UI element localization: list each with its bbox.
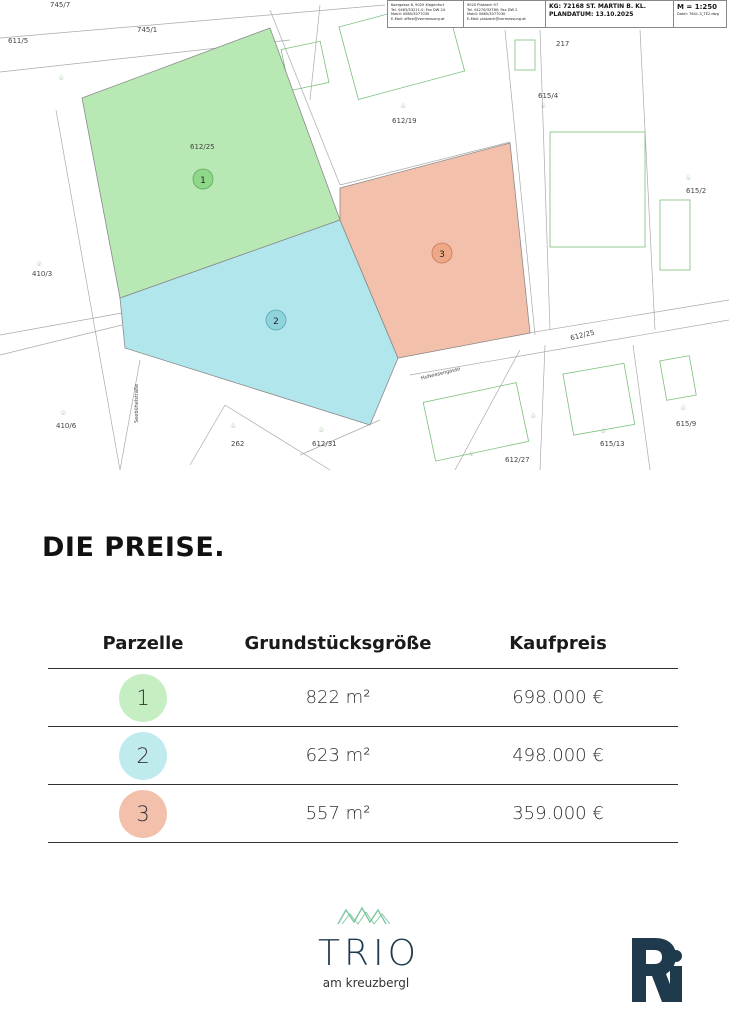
- table-row: [48, 727, 678, 785]
- logo-wordmark: TRIO: [318, 933, 420, 974]
- office1-line: E-Mail: office@vermessung.at: [391, 16, 445, 21]
- svg-text:612/25: 612/25: [190, 143, 215, 151]
- size-cell: 623 m²: [238, 727, 438, 785]
- office2-line: Mobil: 0680/3077030: [467, 12, 506, 17]
- parcel-badge: 3: [119, 790, 167, 838]
- logo-subtitle: am kreuzbergl: [322, 976, 410, 990]
- svg-text:♧: ♧: [685, 174, 692, 182]
- office1-line: Mobil: 0680/3077030: [391, 12, 430, 17]
- office2-line: E-Mail: platzach@vermessung.at: [467, 16, 526, 21]
- svg-text:612/25: 612/25: [569, 328, 596, 343]
- svg-text:♧: ♧: [680, 404, 687, 412]
- svg-text:♧: ♧: [400, 102, 407, 110]
- svg-text:♧: ♧: [540, 102, 547, 110]
- svg-text:2: 2: [273, 317, 279, 327]
- table-row: [48, 785, 678, 843]
- plan-title-block: [387, 0, 727, 28]
- svg-text:410/3: 410/3: [32, 270, 53, 278]
- size-cell: 557 m²: [238, 785, 438, 843]
- svg-text:262: 262: [231, 440, 245, 448]
- price-cell: 359.000 €: [438, 785, 678, 843]
- svg-text:Seebühelstraße: Seebühelstraße: [134, 383, 140, 423]
- svg-text:615/13: 615/13: [600, 440, 625, 448]
- svg-text:♧: ♧: [60, 409, 67, 417]
- plan-scale-info: [674, 1, 726, 27]
- svg-text:♧: ♧: [318, 426, 325, 434]
- kg-label: KG: 72168 ST. MARTIN B. KL.: [549, 3, 646, 10]
- svg-text:Hofwiesengasse: Hofwiesengasse: [420, 366, 462, 382]
- office2-line: 9020 Platzach 97: [467, 3, 499, 7]
- parcel-number-cell: [48, 669, 238, 727]
- office2-line: Tel. 04276/32780; Fax DW 2: [467, 7, 518, 12]
- price-cell: 498.000 €: [438, 727, 678, 785]
- parcel-badge: 1: [119, 674, 167, 722]
- svg-text:1: 1: [200, 176, 206, 186]
- svg-text:♧: ♧: [36, 260, 43, 268]
- svg-text:♧: ♧: [58, 74, 65, 82]
- table-header-row: [48, 618, 678, 669]
- svg-text:♧: ♧: [468, 450, 475, 458]
- svg-text:745/7: 745/7: [50, 1, 71, 9]
- svg-text:612/19: 612/19: [392, 117, 417, 125]
- price-table: [48, 618, 678, 843]
- svg-text:3: 3: [439, 250, 445, 260]
- office1-line: Tel. 0463/33211-0; Fax DW 24: [391, 7, 446, 12]
- size-cell: 822 m²: [238, 669, 438, 727]
- svg-text:745/1: 745/1: [137, 26, 158, 34]
- page-title: DIE PREISE.: [42, 532, 226, 563]
- office-info-klagenfurt: [388, 1, 464, 27]
- svg-text:612/27: 612/27: [505, 456, 530, 464]
- svg-text:615/4: 615/4: [538, 92, 559, 100]
- ri-brand-logo: [630, 936, 684, 1004]
- table-row: [48, 669, 678, 727]
- svg-text:615/2: 615/2: [686, 187, 707, 195]
- office-info-platzach: [464, 1, 546, 27]
- scale-label: M = 1:250: [677, 3, 717, 11]
- site-plan: [0, 0, 729, 470]
- svg-text:410/6: 410/6: [56, 422, 77, 430]
- svg-text:♧: ♧: [530, 412, 537, 420]
- plan-date: PLANDATUM: 13.10.2025: [549, 11, 634, 18]
- svg-text:612/31: 612/31: [312, 440, 337, 448]
- header-price: Kaufpreis: [438, 618, 678, 669]
- svg-text:♧: ♧: [230, 422, 237, 430]
- plan-kg-info: [546, 1, 674, 27]
- parcel-badge: 2: [119, 732, 167, 780]
- svg-text:♧: ♧: [600, 427, 607, 435]
- office1-line: Koergasse 8, 9020 Klagenfurt: [391, 3, 445, 7]
- parcel-number-cell: [48, 727, 238, 785]
- svg-text:217: 217: [556, 40, 570, 48]
- price-cell: 698.000 €: [438, 669, 678, 727]
- svg-text:611/5: 611/5: [8, 37, 29, 45]
- trio-logo: [318, 902, 420, 990]
- header-parzelle: Parzelle: [48, 618, 238, 669]
- header-size: Grundstücksgröße: [238, 618, 438, 669]
- svg-text:615/9: 615/9: [676, 420, 697, 428]
- mountain-logo-icon: [336, 902, 396, 928]
- parcel-number-cell: [48, 785, 238, 843]
- file-label: Datei: 7641-3_TE2.dwg: [677, 12, 719, 16]
